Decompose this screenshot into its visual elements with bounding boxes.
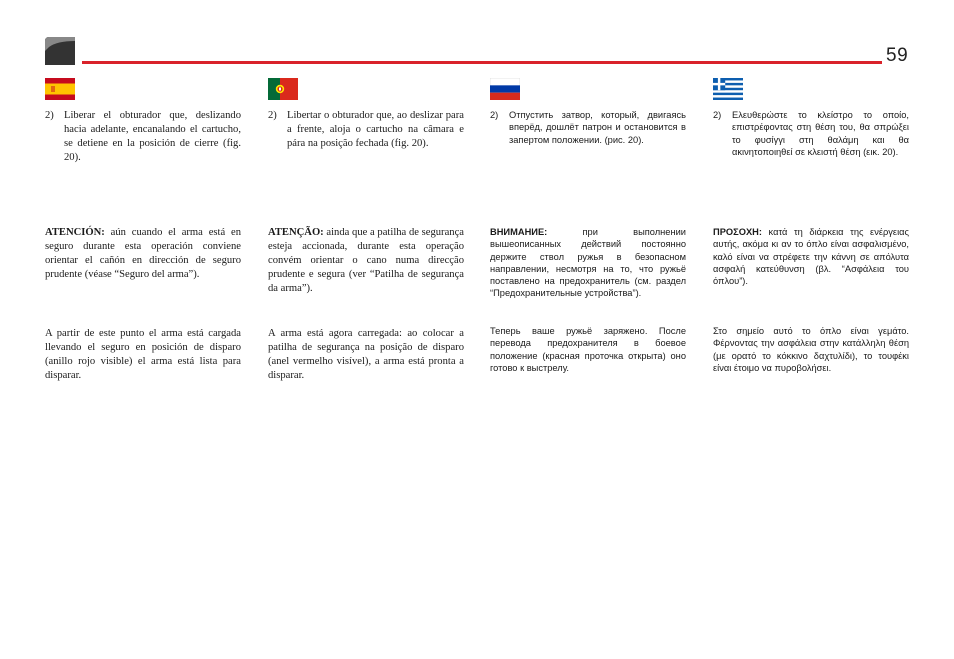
step-number: 2): [490, 110, 499, 120]
warning-label: ATENÇÃO:: [268, 227, 324, 238]
greece-flag-icon: [713, 78, 743, 100]
step-text: Отпустить затвор, который, двигаясь вперёд, дошлёт патрон и остановится в запертом положении. (рис. 20).: [509, 110, 686, 145]
warning-paragraph: [45, 226, 241, 282]
final-paragraph: Στο σημείο αυτό το όπλο είναι γεμάτο. Φέρνοντας την ασφάλεια στην κατάλληλη θέση (με ορατό το κόκκινο δαχτυλίδι), το τουφέκι είναι έτοιμο να πυροβολήσει.: [713, 326, 909, 373]
spain-flag-icon: [45, 78, 75, 100]
step-item: [45, 109, 241, 165]
header-rule: [82, 61, 882, 64]
warning-text: κατά τη διάρκεια της ενέργειας αυτής, ακόμα κι αν το όπλο είναι ασφαλισμένο, καλό είναι να στρέφετε την κάννη σε απόλυτα ασφαλή κατεύθυνση (βλ. “Ασφάλεια του όπλου”).: [713, 227, 909, 287]
warning-label: ΠΡΟΣΟΧΗ:: [713, 227, 762, 237]
step-item: [268, 109, 464, 151]
portugal-flag-icon: [268, 78, 298, 100]
step-number: 2): [713, 110, 722, 120]
final-paragraph: Теперь ваше ружьё заряжено. После перевода предохранителя в боевое положение (красная проточка открыта) оно готово к выстрелу.: [490, 326, 686, 373]
warning-text: aún cuando el arma está en seguro durante esta operación conviene orientar el cañón en dirección de seguro prudente (véase “Seguro del arma”).: [45, 227, 241, 281]
warning-paragraph: [713, 226, 909, 287]
step-text: Libertar o obturador que, ao deslizar para a frente, aloja o cartucho na câmara e pára na posição fechada (fig. 20).: [287, 110, 464, 150]
warning-text: при выполнении вышеописанных действий постоянно держите ствол ружья в безопасном направлении, несмотря на то, что ружьё поставлено на предохранитель (см. раздел “Предохранительные устройства”).: [490, 227, 686, 299]
column-portuguese: [268, 78, 464, 382]
step-item: [713, 109, 909, 158]
column-russian: [490, 78, 686, 373]
step-number: 2): [45, 110, 54, 121]
russia-flag-icon: [490, 78, 520, 100]
column-spanish: [45, 78, 241, 382]
warning-label: ATENCIÓN:: [45, 227, 105, 238]
column-greek: [713, 78, 909, 373]
step-item: [490, 109, 686, 146]
warning-paragraph: [490, 226, 686, 300]
chapter-tab-icon: [45, 37, 75, 65]
step-text: Liberar el obturador que, deslizando hacia adelante, encanalando el cartucho, se detiene en la posición de cierre (fig. 20).: [64, 110, 241, 164]
final-paragraph: A partir de este punto el arma está cargada llevando el seguro en posición de disparo (anillo rojo visible) el arma está lista para disparar.: [45, 328, 241, 382]
warning-paragraph: [268, 226, 464, 296]
step-number: 2): [268, 110, 277, 121]
warning-label: ВНИМАНИЕ:: [490, 227, 548, 237]
page-number: 59: [886, 45, 909, 66]
final-paragraph: A arma está agora carregada: ao colocar a patilha de segurança na posição de disparo (anel vermelho visível), a arma está pronta a disparar.: [268, 328, 464, 382]
step-text: Ελευθερώστε το κλείστρο το οποίο, επιστρέφοντας στη θέση του, θα σπρώξει το φυσίγγι στη θαλάμη και θα ακινητοποιηθεί σε κλειστή θέση (εικ. 20).: [732, 110, 909, 157]
warning-text: ainda que a patilha de segurança esteja accionada, durante esta operação convém orientar o cano numa direcção prudente e segura (ver “Patilha de segurança da arma”).: [268, 227, 464, 295]
